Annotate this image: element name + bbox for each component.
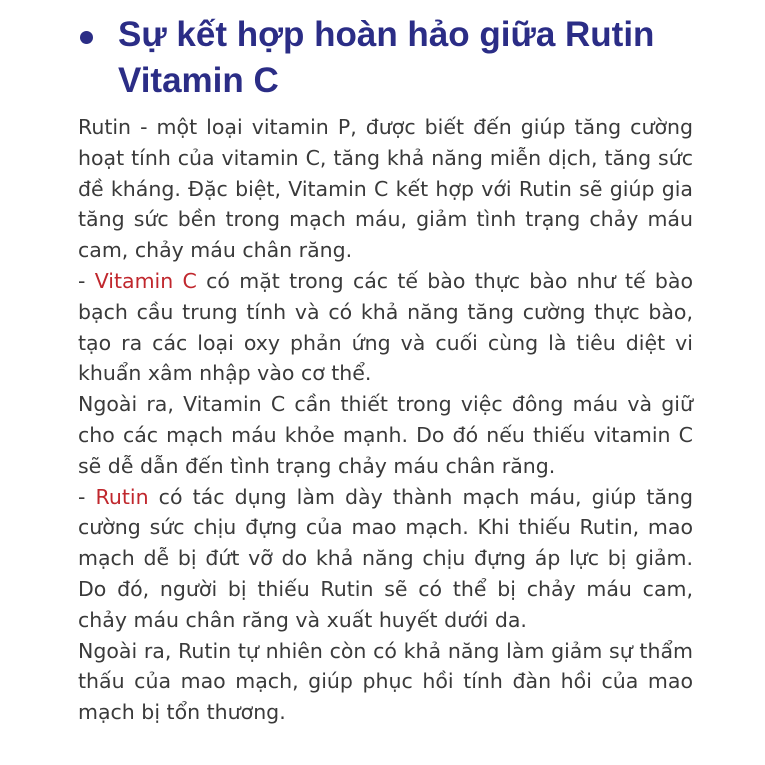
body-text xyxy=(78,112,693,728)
paragraph-intro: Rutin - một loại vitamin P, được biết đến giúp tăng cường hoạt tính của vitamin C, tăng khả năng miễn dịch, tăng sức đề kháng. Đặc biệt, Vitamin C kết hợp với Rutin sẽ giúp gia tăng sức bền trong mạch máu, giảm tình trạng chảy máu cam, chảy máu chân răng. xyxy=(78,115,693,263)
highlight-rutin: Rutin xyxy=(95,484,149,509)
paragraph-vitamin-c-text: có mặt trong các tế bào thực bào như tế bào bạch cầu trung tính và có khả năng tăng cường thực bào, tạo ra các loại oxy phản ứng và cuối cùng là tiêu diệt vi khuẩn xâm nhập vào cơ thể. xyxy=(78,268,694,386)
paragraph-rutin-text: có tác dụng làm dày thành mạch máu, giúp tăng cường sức chịu đựng của mao mạch. Khi thiếu Rutin, mao mạch dễ bị đứt vỡ do khả năng chịu đựng áp lực bị giảm. Do đó, người bị thiếu Rutin sẽ có thể bị chảy máu cam, chảy máu chân răng và xuất huyết dưới da. xyxy=(78,484,693,632)
paragraph-capillary: Ngoài ra, Rutin tự nhiên còn có khả năng làm giảm sự thẩm thấu của mao mạch, giúp phục hồi tính đàn hồi của mao mạch bị tổn thương. xyxy=(78,638,693,725)
heading-line-1: Sự kết hợp hoàn hảo giữa Rutin xyxy=(118,15,655,54)
paragraph-rutin xyxy=(78,482,693,636)
highlight-vitamin-c: Vitamin C xyxy=(94,268,197,293)
paragraph-blood-clotting: Ngoài ra, Vitamin C cần thiết trong việc đông máu và giữ cho các mạch máu khỏe mạnh. Do đó nếu thiếu vitamin C sẽ dễ dẫn đến tình trạng chảy máu chân răng. xyxy=(78,392,693,478)
list-dash: - xyxy=(78,484,96,509)
bullet-dot-icon xyxy=(80,31,93,44)
paragraph-vitamin-c xyxy=(78,266,693,389)
section-heading xyxy=(78,12,693,104)
list-dash: - xyxy=(78,268,95,293)
heading-line-2: Vitamin C xyxy=(118,61,279,100)
